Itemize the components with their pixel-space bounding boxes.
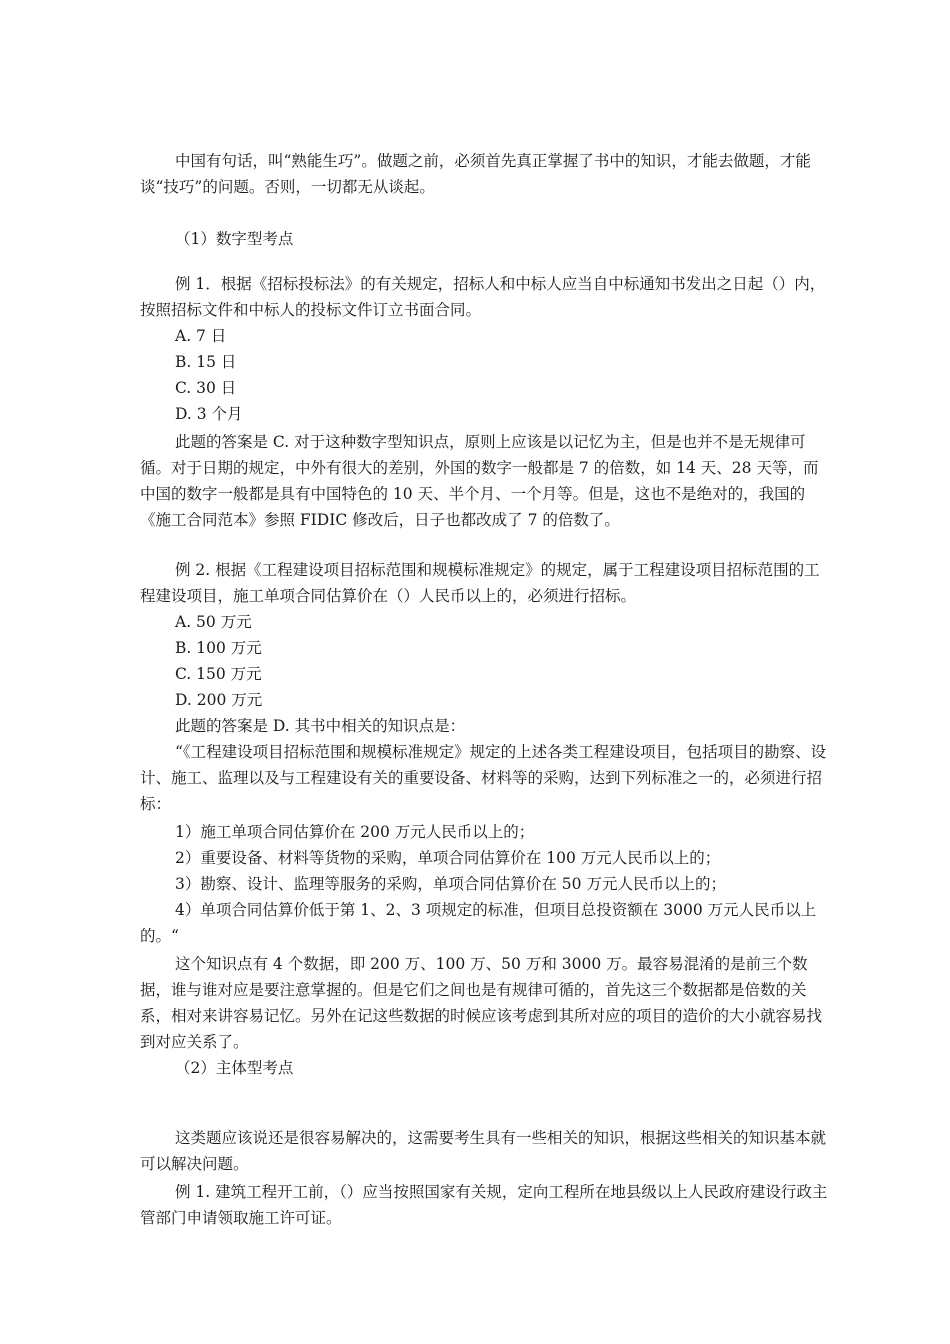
example2-option-d: D. 200 万元 bbox=[175, 691, 263, 709]
example1-analysis: 此题的答案是 C. 对于这种数字型知识点，原则上应该是以记忆为主，但是也并不是无规律可循。对于日期的规定，中外有很大的差别，外国的数字一般都是 7 的倍数，如 14 天、28 天等，而中国的数字一般都是具有中国特色的 10 天、半个月、一个月等。但是，这也不是绝对的，我国的《施工合同范本》参照 FIDIC 修改后，日子也都改成了 7 的倍数了。 bbox=[140, 433, 819, 529]
example2-item-2: 2）重要设备、材料等货物的采购，单项合同估算价在 100 万元人民币以上的； bbox=[175, 849, 721, 867]
example2-answer: 此题的答案是 D. 其书中相关的知识点是： bbox=[175, 717, 466, 735]
example1-option-a: A. 7 日 bbox=[175, 327, 227, 345]
example1-question: 例 1．根据《招标投标法》的有关规定，招标人和中标人应当自中标通知书发出之日起（）内，按照招标文件和中标人的投标文件订立书面合同。 bbox=[140, 275, 826, 319]
example2-option-a: A. 50 万元 bbox=[175, 613, 252, 631]
example2-quote: “《工程建设项目招标范围和规模标准规定》规定的上述各类工程建设项目，包括项目的勘察、设计、施工、监理以及与工程建设有关的重要设备、材料等的采购，达到下列标准之一的，必须进行招标： bbox=[140, 743, 827, 813]
example1-option-c: C. 30 日 bbox=[175, 379, 237, 397]
example2-analysis: 这个知识点有 4 个数据，即 200 万、100 万、50 万和 3000 万。最容易混淆的是前三个数据，谁与谁对应是要注意掌握的。但是它们之间也是有规律可循的，首先这三个数据都是倍数的关系，相对来讲容易记忆。另外在记这些数据的时候应该考虑到其所对应的项目的造价的大小就容易找到对应关系了。 bbox=[140, 955, 823, 1051]
example2-item-4: 4）单项合同估算价低于第 1、2、3 项规定的标准，但项目总投资额在 3000 万元人民币以上的。“ bbox=[140, 901, 817, 945]
example2-option-b: B. 100 万元 bbox=[175, 639, 262, 657]
example1-option-d: D. 3 个月 bbox=[175, 405, 243, 423]
section1-heading: （1）数字型考点 bbox=[175, 230, 294, 248]
section2-heading: （2）主体型考点 bbox=[175, 1059, 294, 1077]
example2-item-3: 3）勘察、设计、监理等服务的采购，单项合同估算价在 50 万元人民币以上的； bbox=[175, 875, 726, 893]
section2-intro: 这类题应该说还是很容易解决的，这需要考生具有一些相关的知识，根据这些相关的知识基本就可以解决问题。 bbox=[140, 1129, 827, 1173]
intro-paragraph: 中国有句话，叫“熟能生巧”。做题之前，必须首先真正掌握了书中的知识，才能去做题，才能谈“技巧”的问题。否则，一切都无从谈起。 bbox=[140, 152, 811, 196]
example2-question: 例 2. 根据《工程建设项目招标范围和规模标准规定》的规定，属于工程建设项目招标范围的工程建设项目，施工单项合同估算价在（）人民币以上的，必须进行招标。 bbox=[140, 561, 820, 605]
example2-item-1: 1）施工单项合同估算价在 200 万元人民币以上的； bbox=[175, 823, 535, 841]
example2-option-c: C. 150 万元 bbox=[175, 665, 262, 683]
example3-question: 例 1. 建筑工程开工前，（）应当按照国家有关规，定向工程所在地县级以上人民政府建设行政主管部门申请领取施工许可证。 bbox=[140, 1183, 828, 1227]
example1-option-b: B. 15 日 bbox=[175, 353, 237, 371]
